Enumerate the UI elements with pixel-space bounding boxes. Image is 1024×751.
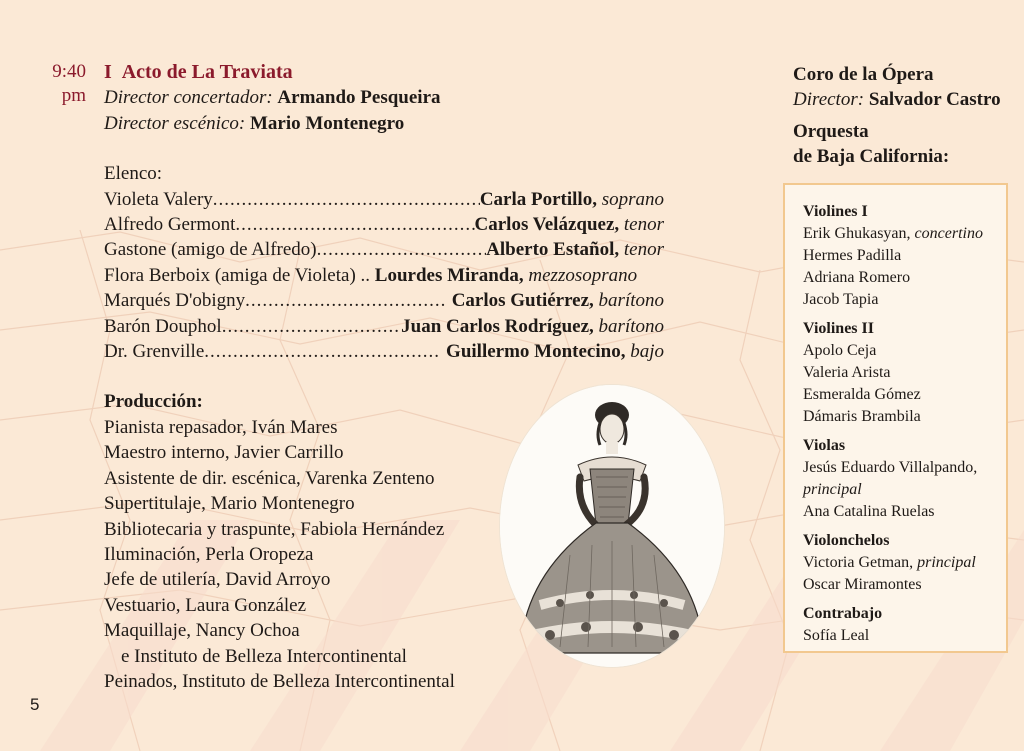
- section-violines-1: [803, 201, 1008, 311]
- act-heading: [104, 60, 664, 85]
- orchestra-title-line1: Orquesta: [793, 121, 869, 142]
- act-number: I: [104, 61, 112, 83]
- section-contrabajo: [803, 603, 1008, 647]
- time-hour: 9:40: [52, 61, 86, 82]
- cast-row: [104, 237, 664, 262]
- cast-role: Barón Douphol: [104, 315, 222, 337]
- cast-voice: tenor: [623, 214, 664, 236]
- cast-row: [104, 187, 664, 212]
- cast-voice: barítono: [598, 315, 664, 337]
- member: [803, 552, 1008, 574]
- cast-singer: Juan Carlos Rodríguez,: [401, 315, 594, 337]
- cast-role: Violeta Valery: [104, 188, 213, 210]
- production-line: Pianista repasador, Iván Mares: [104, 416, 338, 438]
- member: Apolo Ceja: [803, 342, 877, 359]
- member: Dámaris Brambila: [803, 408, 921, 425]
- leader-dots: [213, 187, 480, 212]
- leader-dots: [204, 339, 441, 364]
- production-line: Bibliotecaria y traspunte, Fabiola Hernández: [104, 518, 445, 540]
- cast-voice: barítono: [598, 290, 664, 312]
- choir-director-label: Director:: [793, 89, 865, 110]
- production-line: Jefe de utilería, David Arroyo: [104, 569, 331, 591]
- director-line: [104, 111, 664, 136]
- cast-row: [104, 288, 664, 313]
- leader-dots: [245, 288, 447, 313]
- member: [803, 223, 1008, 245]
- cast-singer: Lourdes Miranda,: [374, 264, 524, 286]
- production-line: Peinados, Instituto de Belleza Intercontinental: [104, 670, 455, 692]
- member: Valeria Arista: [803, 364, 891, 381]
- member-note: principal: [803, 481, 862, 498]
- production-line: Maestro interno, Javier Carrillo: [104, 442, 344, 464]
- cast-role: Gastone (amigo de Alfredo): [104, 239, 317, 261]
- ensemble-headings: [793, 62, 1013, 169]
- orchestra-roster-box: [783, 183, 1008, 653]
- member: Jacob Tapia: [803, 291, 879, 308]
- act-title: Acto de La Traviata: [121, 61, 293, 83]
- section-violines-2: [803, 318, 1008, 428]
- cast-singer: Guillermo Montecino,: [446, 341, 626, 363]
- cast-list: [104, 187, 664, 365]
- choir-title: Coro de la Ópera: [793, 64, 934, 85]
- section-title: Violas: [803, 437, 846, 454]
- production-line: Asistente de dir. escénica, Varenka Zenteno: [104, 467, 435, 489]
- choir-director-name: Salvador Castro: [868, 89, 1001, 110]
- cast-role: Marqués D'obigny: [104, 290, 246, 312]
- production-line: Iluminación, Perla Oropeza: [104, 543, 314, 565]
- time-period: pm: [61, 85, 86, 106]
- orchestra-roster: [803, 201, 1008, 654]
- cast-row: [104, 212, 664, 237]
- cast-row: [104, 339, 664, 364]
- choir-director-line: [793, 87, 1013, 112]
- member: Adriana Romero: [803, 269, 911, 286]
- member: Hermes Padilla: [803, 247, 902, 264]
- section-title: Contrabajo: [803, 605, 883, 622]
- leader-dots: [235, 212, 474, 237]
- cast-singer: Carla Portillo,: [479, 188, 597, 210]
- member-name: Victoria Getman,: [803, 554, 914, 571]
- cast-row: [104, 314, 664, 339]
- cast-voice: mezzosoprano: [528, 264, 638, 286]
- section-title: Violines I: [803, 203, 868, 220]
- cast-row: [104, 263, 664, 288]
- production-line: Supertitulaje, Mario Montenegro: [104, 493, 355, 515]
- cast-role: Dr. Grenville: [104, 341, 205, 363]
- member: Ana Catalina Ruelas: [803, 503, 935, 520]
- soprano-engraving-illustration: [500, 385, 724, 667]
- cast-role: Flora Berboix (amiga de Violeta) ..: [104, 264, 371, 286]
- cast-role: Alfredo Germont: [104, 214, 236, 236]
- cast-voice: bajo: [630, 341, 664, 363]
- member: Oscar Miramontes: [803, 576, 922, 593]
- director-label: Director escénico:: [104, 112, 246, 134]
- leader-dots: [222, 314, 401, 339]
- cast-voice: tenor: [623, 239, 664, 261]
- production-heading: Producción:: [104, 391, 203, 413]
- member-name: Jesús Eduardo Villalpando,: [803, 459, 978, 476]
- director-line: [104, 85, 664, 110]
- section-violas: [803, 435, 1008, 523]
- production-line: e Instituto de Belleza Intercontinental: [121, 645, 407, 667]
- director-name: Armando Pesqueira: [277, 87, 441, 109]
- section-title: Violines II: [803, 320, 874, 337]
- member-note: concertino: [914, 225, 983, 242]
- violetta-portrait: [500, 385, 724, 667]
- production-line: Maquillaje, Nancy Ochoa: [104, 620, 300, 642]
- director-label: Director concertador:: [104, 87, 273, 109]
- production-line: Vestuario, Laura González: [104, 594, 307, 616]
- cast-voice: soprano: [601, 188, 664, 210]
- cast-singer: Alberto Estañol,: [486, 239, 620, 261]
- cast-singer: Carlos Velázquez,: [474, 214, 620, 236]
- orchestra-title-line2: de Baja California:: [793, 146, 950, 167]
- cast-singer: Carlos Gutiérrez,: [451, 290, 594, 312]
- member-note: principal: [917, 554, 976, 571]
- section-title: Violonchelos: [803, 532, 890, 549]
- member-name: Erik Ghukasyan,: [803, 225, 911, 242]
- director-name: Mario Montenegro: [249, 112, 405, 134]
- member: Sofía Leal: [803, 627, 870, 644]
- page-number: 5: [30, 695, 40, 714]
- leader-dots: [317, 237, 487, 262]
- section-violonchelos: [803, 530, 1008, 596]
- member: Esmeralda Gómez: [803, 386, 921, 403]
- cast-heading: Elenco:: [104, 163, 163, 185]
- performance-time: [38, 60, 86, 108]
